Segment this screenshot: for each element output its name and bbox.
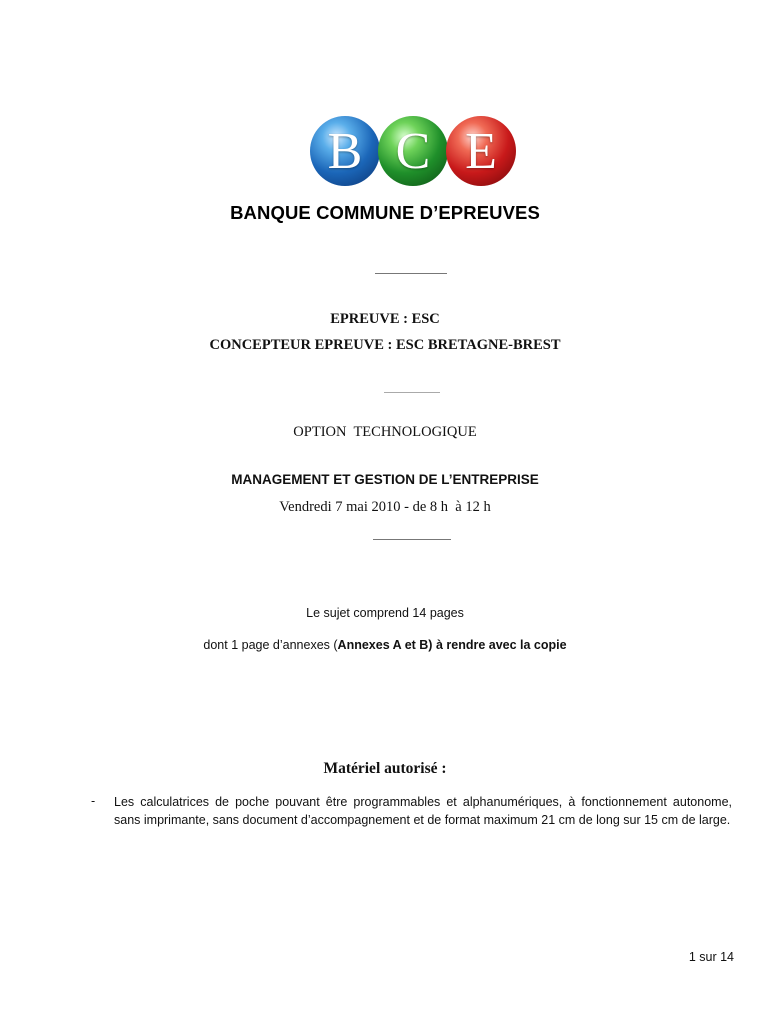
bce-logo	[308, 116, 518, 186]
separator-rule	[375, 273, 447, 274]
separator-rule	[373, 539, 451, 540]
logo-ball-b: B	[310, 116, 380, 186]
bullet-marker: -	[91, 794, 96, 808]
annexes-info	[0, 638, 770, 652]
document-title: BANQUE COMMUNE D’EPREUVES	[230, 202, 540, 223]
materiel-heading: Matériel autorisé :	[323, 760, 447, 777]
concepteur-line: CONCEPTEUR EPREUVE : ESC BRETAGNE-BREST	[209, 337, 561, 353]
option-line: OPTION TECHNOLOGIQUE	[293, 424, 477, 440]
subject-title: MANAGEMENT ET GESTION DE L’ENTREPRISE	[231, 472, 539, 487]
logo-ball-c: C	[378, 116, 448, 186]
logo-ball-e: E	[446, 116, 516, 186]
page-number: 1 sur 14	[688, 950, 734, 964]
annexes-bold: Annexes A et B) à rendre avec la copie	[337, 638, 567, 652]
epreuve-line: EPREUVE : ESC	[330, 311, 440, 327]
annexes-prefix: dont 1 page d’annexes (	[203, 638, 338, 652]
exam-date: Vendredi 7 mai 2010 - de 8 h à 12 h	[279, 499, 491, 515]
pages-info: Le sujet comprend 14 pages	[306, 606, 464, 620]
materiel-item: Les calculatrices de poche pouvant être programmables et alphanumériques, à fonctionnement autonome, sans imprimante, sans document d’accompagnement et de format maximum 21 cm de long sur 15 cm de large.	[114, 795, 732, 827]
separator-rule	[384, 392, 440, 393]
